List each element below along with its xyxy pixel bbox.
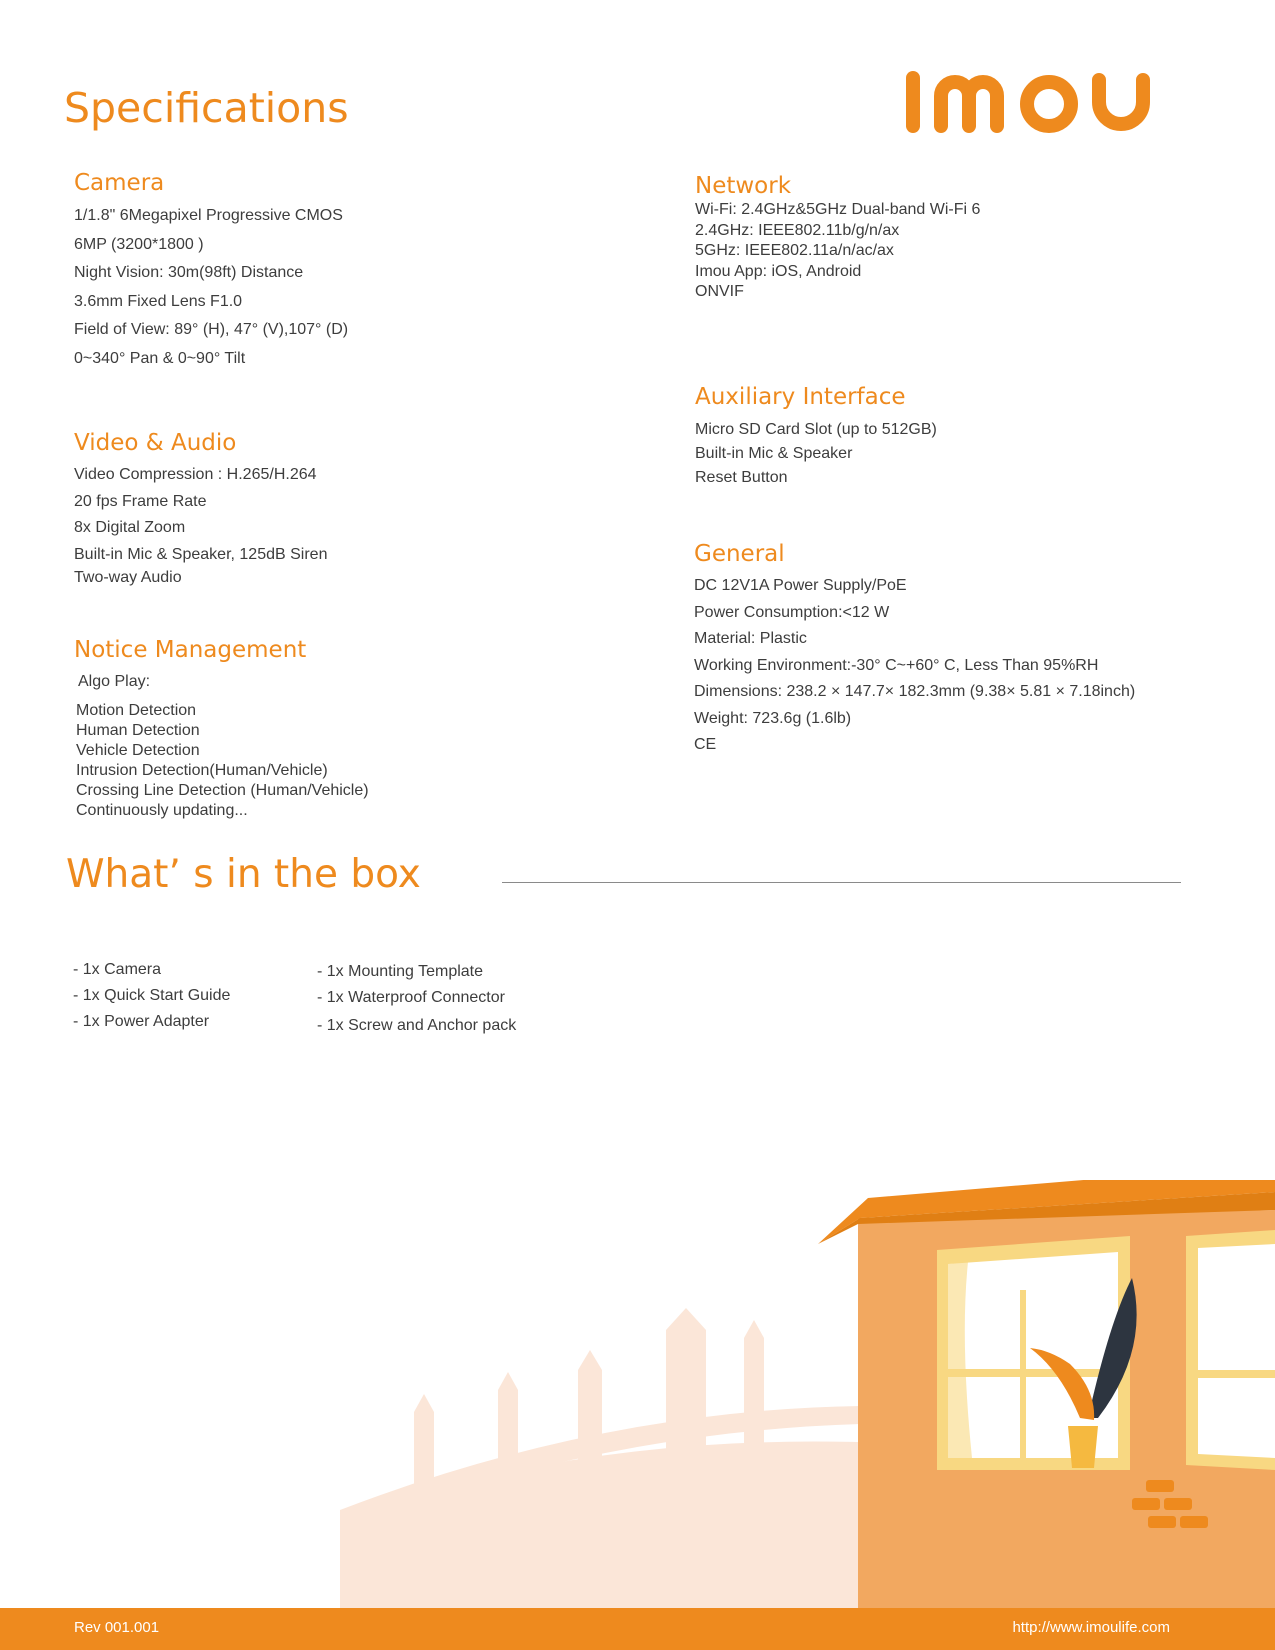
camera-spec-item: Field of View: 89° (H), 47° (V),107° (D) (74, 321, 349, 338)
auxiliary-heading: Auxiliary Interface (695, 384, 906, 410)
general-spec-item: Dimensions: 238.2 × 147.7× 182.3mm (9.38× 5.81 × 7.18inch) (694, 683, 1136, 700)
box-item: - 1x Camera (73, 961, 162, 978)
general-spec-item: DC 12V1A Power Supply/PoE (694, 577, 907, 594)
general-heading: General (694, 541, 785, 567)
general-spec-item: Power Consumption:<12 W (694, 603, 890, 621)
video-audio-heading: Video & Audio (74, 430, 237, 456)
box-item: - 1x Power Adapter (73, 1013, 210, 1030)
video-audio-spec-item: 8x Digital Zoom (74, 519, 186, 536)
camera-spec-item: 6MP (3200*1800 ) (74, 235, 204, 253)
network-spec-item: 2.4GHz: IEEE802.11b/g/n/ax (695, 221, 900, 239)
box-heading-divider (502, 882, 1181, 883)
box-item: - 1x Screw and Anchor pack (317, 1017, 517, 1034)
notice-item: Intrusion Detection(Human/Vehicle) (76, 762, 328, 779)
general-spec-item: CE (694, 736, 717, 753)
house-illustration (0, 1180, 1275, 1610)
auxiliary-section (695, 384, 937, 490)
network-spec-item: 5GHz: IEEE802.11a/n/ac/ax (695, 242, 894, 259)
video-audio-spec-item: 20 fps Frame Rate (74, 492, 207, 510)
box-list-left (73, 957, 230, 1035)
general-spec-item: Working Environment:-30° C~+60° C, Less Than 95%RH (694, 656, 1099, 674)
box-heading: What’ s in the box (66, 852, 421, 897)
network-heading: Network (695, 173, 792, 199)
camera-spec-item: 1/1.8" 6Megapixel Progressive CMOS (74, 207, 343, 224)
video-audio-spec-item: Two-way Audio (74, 569, 182, 586)
notice-heading: Notice Management (74, 637, 307, 663)
notice-item: Motion Detection (76, 702, 197, 719)
notice-item: Vehicle Detection (76, 742, 200, 759)
network-spec-item: ONVIF (695, 283, 744, 300)
network-spec-item: Imou App: iOS, Android (695, 262, 862, 280)
network-section (695, 173, 980, 303)
website-link[interactable]: http://www.imoulife.com (1012, 1619, 1170, 1636)
notice-item: Human Detection (76, 722, 200, 739)
auxiliary-spec-item: Reset Button (695, 469, 788, 486)
box-item: - 1x Mounting Template (317, 963, 484, 980)
general-spec-item: Material: Plastic (694, 630, 807, 647)
imou-logo (903, 66, 1173, 136)
general-spec-item: Weight: 723.6g (1.6lb) (694, 709, 852, 727)
notice-item: Crossing Line Detection (Human/Vehicle) (76, 782, 369, 799)
video-audio-spec-item: Built-in Mic & Speaker, 125dB Siren (74, 545, 328, 563)
auxiliary-spec-item: Micro SD Card Slot (up to 512GB) (695, 421, 937, 438)
footer-bar (0, 1608, 1275, 1650)
box-list-right (317, 959, 516, 1039)
camera-spec-item: Night Vision: 30m(98ft) Distance (74, 264, 304, 281)
box-item: - 1x Quick Start Guide (73, 987, 231, 1004)
notice-item: Continuously updating... (76, 802, 248, 819)
camera-spec-item: 0~340° Pan & 0~90° Tilt (74, 349, 246, 367)
camera-spec-item: 3.6mm Fixed Lens F1.0 (74, 292, 243, 310)
network-spec-item: Wi-Fi: 2.4GHz&5GHz Dual-band Wi-Fi 6 (695, 201, 981, 218)
general-section (694, 541, 1135, 759)
camera-section (74, 170, 348, 373)
box-item: - 1x Waterproof Connector (317, 989, 505, 1006)
video-audio-spec-item: Video Compression : H.265/H.264 (74, 466, 317, 483)
video-audio-section (74, 430, 327, 588)
algo-play-label: Algo Play: (78, 673, 151, 690)
revision-label: Rev 001.001 (74, 1619, 160, 1636)
page-title: Specifications (64, 84, 349, 132)
camera-heading: Camera (74, 170, 165, 196)
notice-section (74, 637, 369, 821)
auxiliary-spec-item: Built-in Mic & Speaker (695, 445, 853, 462)
